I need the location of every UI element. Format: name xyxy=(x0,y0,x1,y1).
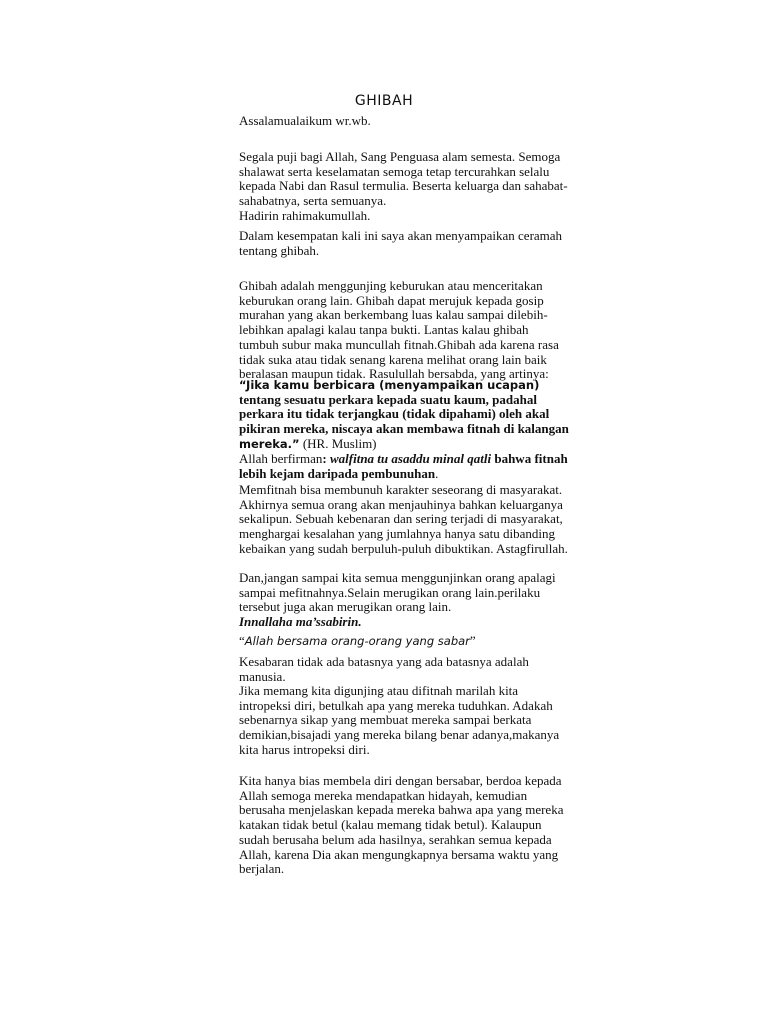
greeting-paragraph: Assalamualaikum wr.wb. xyxy=(239,113,371,128)
verse-meaning: lebih kejam daripada pembunuhan xyxy=(239,465,436,481)
quote-arabic-paragraph xyxy=(239,615,569,630)
verse-end: . xyxy=(435,465,439,481)
opening-paragraph: Segala puji bagi Allah, Sang Penguasa alam semesta. Semoga shalawat serta keselamatan semoga tetap tercurahkan selalu kepada Nabi dan Rasul termulia. Beserta keluarga dan sahabat-sahabatnya, serta semuanya. xyxy=(239,149,568,209)
address-paragraph: Hadirin rahimakumullah. xyxy=(239,208,371,223)
hadith-source: (HR. Muslim) xyxy=(299,435,377,451)
quote-meaning: Allah bersama orang-orang yang sabar xyxy=(244,634,470,648)
quote-arabic: Innallaha ma’ssabirin. xyxy=(239,614,362,629)
hadith-quote-body: tentang sesuatu perkara kepada suatu kaum, padahal perkara itu tidak terjangkau (tidak dipahami) oleh akal pikiran mereka, niscaya akan membawa fitnah di kalangan xyxy=(239,391,569,437)
closing-paragraph: Kita hanya bias membela diri dengan bersabar, berdoa kepada Allah semoga mereka mendapatkan hidayah, kemudian berusaha menjelaskan kepada mereka bahwa apa yang mereka katakan tidak betul (kalau memang tidak betul). Kalaupun sudah berusaha belum ada hasilnya, serahkan semua kepada Allah, karena Dia akan mengungkapnya bersama waktu yang berjalan. xyxy=(239,773,564,877)
advice-paragraph: Dan,jangan sampai kita semua menggunjinkan orang apalagi sampai mefitnahnya.Selain merugikan orang lain.perilaku tersebut juga akan merugikan orang lain. xyxy=(239,570,556,615)
slander-paragraph: Memfitnah bisa membunuh karakter seseorang di masyarakat. Akhirnya semua orang akan menjauhinya bahkan keluarganya sekalipun. Sebuah kebenaran dan sering terjadi di masyarakat, menghargai kesalahan yang jumlahnya hanya satu dibanding kebaikan yang sudah berpuluh-puluh dibuktikan. Astagfirullah. xyxy=(239,482,568,556)
definition-paragraph: Ghibah adalah menggunjing keburukan atau menceritakan keburukan orang lain. Ghibah dapat merujuk kepada gosip murahan yang akan berkembang luas kalau sampai dilebih-lebihkan apalagi kalau tanpa bukti. Lantas kalau ghibah tumbuh subur maka muncullah fitnah.Ghibah ada karena rasa tidak suka atau tidak senang karena melihat orang lain baik beralasan maupun tidak. Rasulullah bersabda, yang artinya: xyxy=(239,278,559,382)
introspection-paragraph: Jika memang kita digunjing atau difitnah marilah kita intropeksi diri, betulkah apa yang mereka tuduhkan. Adakah sebenarnya sikap yang membuat mereka sampai berkata demikian,bisajadi yang mereka bilang benar adanya,makanya kita harus intropeksi diri. xyxy=(239,683,560,757)
hadith-quote-end: mereka.” xyxy=(239,436,300,451)
verse-mid: bahwa fitnah xyxy=(491,451,568,466)
hadith-quote-start: “Jika kamu berbicara (menyampaikan ucapan) xyxy=(239,378,540,392)
hadith-paragraph xyxy=(239,378,569,452)
quote-open-mark: “ xyxy=(239,633,245,648)
document-title: GHIBAH xyxy=(354,93,414,109)
verse-arabic: walfitna tu asaddu minal qatli xyxy=(329,451,492,466)
intro-paragraph: Dalam kesempatan kali ini saya akan menyampaikan ceramah tentang ghibah. xyxy=(239,228,563,258)
verse-paragraph xyxy=(239,452,569,481)
quote-close-mark: ” xyxy=(469,633,476,648)
verse-lead: Allah berfirman xyxy=(239,451,323,466)
quote-meaning-paragraph xyxy=(239,634,569,649)
patience-paragraph: Kesabaran tidak ada batasnya yang ada batasnya adalah manusia. xyxy=(239,654,529,684)
verse-colon: : xyxy=(322,451,330,466)
